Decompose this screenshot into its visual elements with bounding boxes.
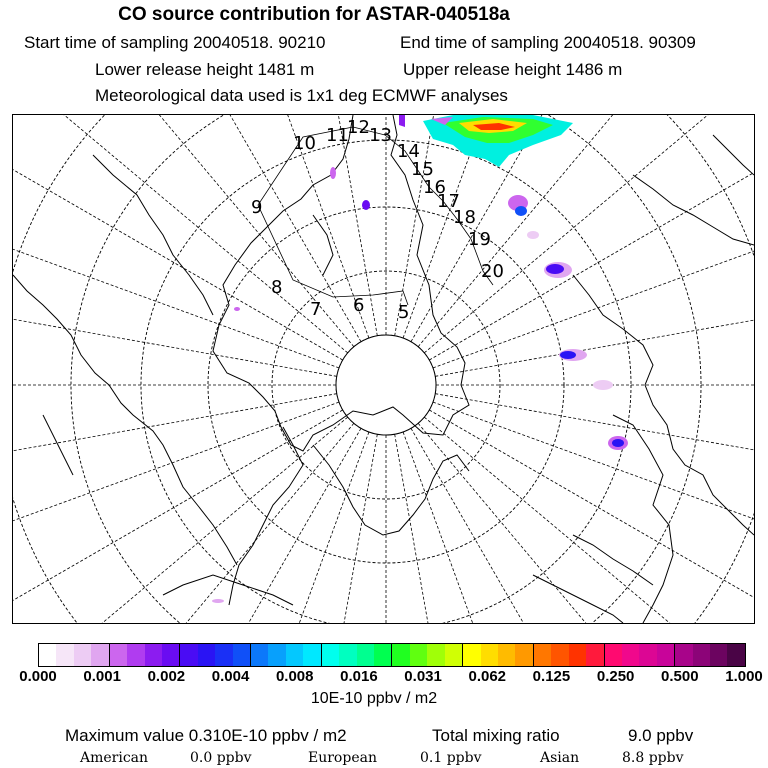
colorbar-tick-label: 0.002 xyxy=(147,668,186,685)
polar-projection-svg xyxy=(13,115,754,623)
colorbar-tick-label: 0.500 xyxy=(661,668,699,685)
colorbar-swatch xyxy=(198,644,215,666)
hour-label-17: 17 xyxy=(437,191,460,212)
hour-label-19: 19 xyxy=(468,229,491,250)
colorbar-swatch xyxy=(551,644,568,666)
colorbar-tick-label: 0.250 xyxy=(596,668,635,685)
hour-label-14: 14 xyxy=(397,141,420,162)
meridian-line xyxy=(403,432,660,623)
colorbar-tick-label: 0.125 xyxy=(532,668,571,685)
meridian-line xyxy=(429,410,754,623)
colorbar-swatch xyxy=(445,644,463,666)
hour-label-12: 12 xyxy=(347,117,370,138)
colorbar-swatch xyxy=(710,644,727,666)
colorbar-swatch xyxy=(215,644,232,666)
hour-label-13: 13 xyxy=(369,125,392,146)
colorbar-tick-label: 0.062 xyxy=(468,668,507,685)
colorbar-swatch xyxy=(91,644,109,666)
colorbar-swatch xyxy=(251,644,268,666)
colorbar-swatch xyxy=(605,644,622,666)
colorbar-swatch xyxy=(162,644,180,666)
meridian-line xyxy=(112,115,369,338)
colorbar-tick-label: 1.000 xyxy=(725,668,763,685)
map-title: CO source contribution for ASTAR-040518a xyxy=(118,4,510,25)
meridian-line xyxy=(403,115,660,338)
colorbar-tick-label: 0.001 xyxy=(83,668,121,685)
hour-label-18: 18 xyxy=(453,207,476,228)
colorbar-swatch xyxy=(180,644,197,666)
colorbar-units: 10E-10 ppbv / m2 xyxy=(310,690,438,707)
hour-label-6: 6 xyxy=(353,295,365,316)
total-mixing-value: 9.0 ppbv xyxy=(628,726,694,745)
american-value: 0.0 ppbv xyxy=(190,750,252,766)
colorbar-swatch xyxy=(127,644,144,666)
colorbar-swatch xyxy=(339,644,356,666)
colorbar xyxy=(38,643,746,667)
colorbar-swatch xyxy=(427,644,444,666)
hour-label-20: 20 xyxy=(481,261,504,282)
colorbar-swatch xyxy=(622,644,639,666)
pole-cap xyxy=(336,335,436,435)
asian-value: 8.8 ppbv xyxy=(622,750,684,766)
meridian-line xyxy=(433,402,754,623)
colorbar-tick-label: 0.000 xyxy=(19,668,57,685)
hour-label-9: 9 xyxy=(251,197,263,218)
polar-map xyxy=(12,114,755,624)
colorbar-swatch xyxy=(39,644,56,666)
european-label: European xyxy=(308,750,377,766)
colorbar-swatch xyxy=(56,644,73,666)
hour-label-15: 15 xyxy=(411,159,434,180)
european-value: 0.1 ppbv xyxy=(420,750,482,766)
colorbar-swatch xyxy=(534,644,551,666)
meridian-line xyxy=(411,428,754,623)
colorbar-tick-label: 0.004 xyxy=(211,668,250,685)
start-time-label: Start time of sampling 20040518. 90210 xyxy=(24,33,326,52)
colorbar-swatch xyxy=(727,644,744,666)
colorbar-tick-label: 0.031 xyxy=(404,668,442,685)
lower-release-label: Lower release height 1481 m xyxy=(95,60,315,79)
meridian-line xyxy=(13,410,343,623)
colorbar-swatch xyxy=(463,644,480,666)
colorbar-swatch xyxy=(322,644,339,666)
colorbar-swatch xyxy=(498,644,515,666)
colorbar-swatch xyxy=(374,644,392,666)
meridian-line xyxy=(418,423,754,623)
asian-label: Asian xyxy=(540,750,580,766)
upper-release-label: Upper release height 1486 m xyxy=(403,60,623,79)
colorbar-swatch xyxy=(303,644,321,666)
met-data-label: Meteorological data used is 1x1 deg ECMWF analyses xyxy=(95,86,508,105)
colorbar-swatch xyxy=(410,644,427,666)
hour-label-8: 8 xyxy=(271,277,283,298)
meridian-line xyxy=(435,394,754,524)
colorbar-swatch xyxy=(145,644,162,666)
colorbar-swatch xyxy=(675,644,692,666)
colorbar-swatch xyxy=(481,644,498,666)
colorbar-swatch xyxy=(110,644,127,666)
hour-label-10: 10 xyxy=(293,133,316,154)
meridian-line xyxy=(13,402,339,623)
colorbar-swatch xyxy=(586,644,604,666)
colorbar-swatch xyxy=(233,644,251,666)
colorbar-swatch xyxy=(693,644,710,666)
colorbar-swatch xyxy=(639,644,656,666)
colorbar-swatch xyxy=(392,644,409,666)
hour-label-5: 5 xyxy=(398,302,410,323)
colorbar-swatch xyxy=(357,644,374,666)
colorbar-tick-label: 0.008 xyxy=(275,668,314,685)
american-label: American xyxy=(80,750,149,766)
end-time-label: End time of sampling 20040518. 90309 xyxy=(400,33,696,52)
hour-label-11: 11 xyxy=(326,125,349,146)
colorbar-tick-label: 0.016 xyxy=(340,668,378,685)
colorbar-swatch xyxy=(657,644,675,666)
colorbar-swatch xyxy=(515,644,533,666)
colorbar-swatch xyxy=(286,644,303,666)
meridian-line xyxy=(13,394,337,524)
hour-label-16: 16 xyxy=(423,177,446,198)
meridian-line xyxy=(424,417,754,623)
hour-label-7: 7 xyxy=(310,299,322,320)
meridian-line xyxy=(13,246,337,376)
colorbar-swatch xyxy=(569,644,586,666)
total-mixing-label: Total mixing ratio xyxy=(432,726,560,745)
colorbar-swatch xyxy=(268,644,285,666)
max-value-label: Maximum value 0.310E-10 ppbv / m2 xyxy=(65,726,347,745)
colorbar-swatch xyxy=(74,644,91,666)
